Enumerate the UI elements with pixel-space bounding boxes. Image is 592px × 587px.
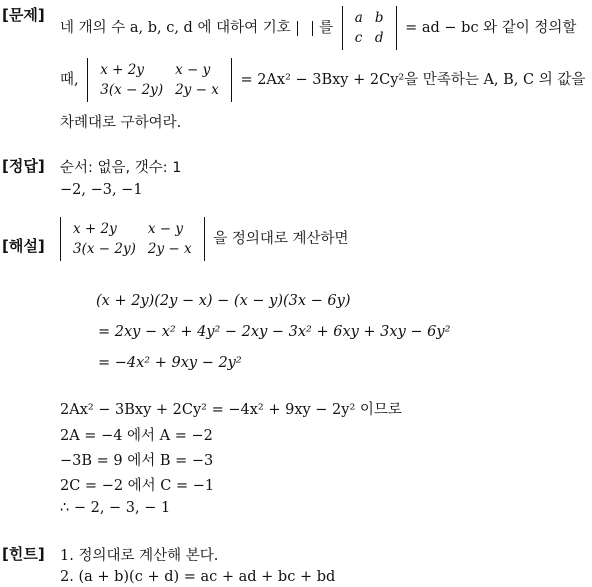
- solution-step-3: −3B = 9 에서 B = −3: [60, 453, 214, 469]
- solution-text-1: 을 정의대로 계산하면: [213, 231, 349, 247]
- expansion-line-1: (x + 2y)(2y − x) − (x − y)(3x − 6y): [96, 293, 351, 309]
- problem-text-1a: 네 개의 수 a, b, c, d 에 대하여 기호: [60, 20, 291, 36]
- det-cell: x + 2y: [73, 221, 117, 237]
- det-cell: x + 2y: [100, 62, 144, 78]
- solution-step-4: 2C = −2 에서 C = −1: [60, 478, 215, 494]
- det-cell: b: [374, 10, 384, 26]
- problem-line-2: [60, 58, 585, 102]
- determinant-xy: [87, 58, 232, 102]
- solution-step-1: 2Ax² − 3Bxy + 2Cy² = −4x² + 9xy − 2y² 이므로: [60, 402, 402, 418]
- det-cell: 2y − x: [147, 241, 192, 257]
- solution-step-5: ∴ − 2, − 3, − 1: [60, 500, 171, 516]
- solution-line-1: [56, 217, 348, 261]
- problem-text-2a: 때,: [60, 72, 79, 88]
- det-cell: 3(x − 2y): [73, 241, 136, 257]
- problem-line-3: 차례대로 구하여라.: [60, 115, 182, 131]
- hint-line-2: 2. (a + b)(c + d) = ac + ad + bc + bd: [60, 569, 336, 585]
- symbol-bar-right: [312, 21, 313, 36]
- hint-label: [힌트]: [2, 545, 45, 563]
- answer-line-2: −2, −3, −1: [60, 182, 143, 198]
- solution-label: [해설]: [2, 237, 45, 255]
- expansion-line-3: = −4x² + 9xy − 2y²: [98, 355, 242, 371]
- answer-line-1: 순서: 없음, 갯수: 1: [60, 160, 182, 176]
- det-cell: x − y: [147, 221, 183, 237]
- hint-line-1: 1. 정의대로 계산해 본다.: [60, 548, 219, 564]
- problem-text-2b: = 2Ax² − 3Bxy + 2Cy²을 만족하는 A, B, C 의 값을: [240, 72, 586, 88]
- determinant-solution: [60, 217, 205, 261]
- problem-label: [문제]: [2, 6, 45, 24]
- det-cell: 2y − x: [175, 82, 219, 98]
- det-cell: x − y: [175, 62, 211, 78]
- problem-text-1c: = ad − bc 와 같이 정의할: [405, 20, 577, 36]
- det-cell: d: [374, 30, 384, 46]
- problem-text-1b: 를: [319, 20, 334, 36]
- det-cell: a: [354, 10, 363, 26]
- det-cell: c: [354, 30, 363, 46]
- symbol-bar-left: [297, 21, 298, 36]
- expansion-line-2: = 2xy − x² + 4y² − 2xy − 3x² + 6xy + 3xy − 6y²: [98, 324, 451, 340]
- answer-label: [정답]: [2, 157, 45, 175]
- problem-line-1: [60, 6, 576, 50]
- solution-step-2: 2A = −4 에서 A = −2: [60, 428, 213, 444]
- determinant-abcd: [342, 6, 397, 50]
- det-cell: 3(x − 2y): [100, 82, 164, 98]
